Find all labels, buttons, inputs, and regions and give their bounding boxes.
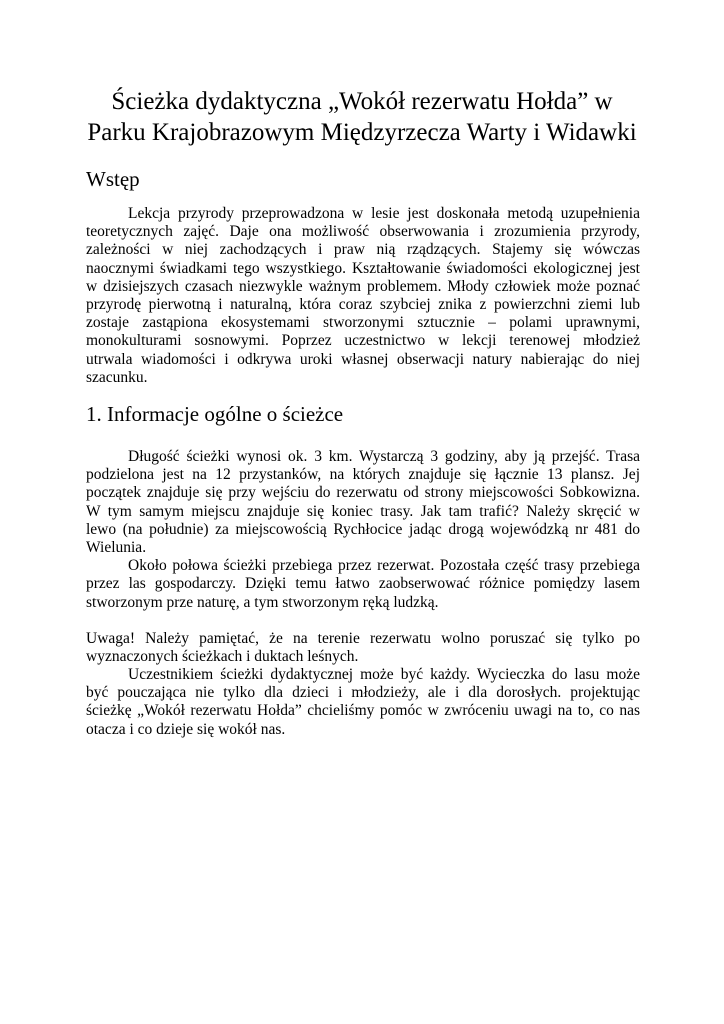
- section-heading-wstep: Wstęp: [86, 167, 140, 191]
- section-heading-informacje: 1. Informacje ogólne o ścieżce: [86, 402, 344, 426]
- text-line: zostaje zastąpiona ekosystemami stworzonymi sztucznie – polami uprawnymi,: [86, 314, 640, 332]
- text-line: podzielona jest na 12 przystanków, na których znajduje się łącznie 13 plansz. Jej: [86, 466, 640, 484]
- text-line: przez las gospodarczy. Dzięki temu łatwo zaobserwować różnice pomiędzy lasem: [86, 575, 640, 593]
- paragraph-participants: [86, 666, 640, 739]
- text-line: Uczestnikiem ścieżki dydaktycznej może być każdy. Wycieczka do lasu może: [128, 666, 640, 684]
- text-line: Wielunia.: [86, 538, 147, 556]
- text-line: szacunku.: [86, 368, 148, 386]
- text-line: wyznaczonych ścieżkach i duktach leśnych.: [86, 647, 359, 665]
- text-line: otacza i co dzieje się wokół nas.: [86, 720, 286, 738]
- paragraph-route-length: [86, 448, 640, 557]
- text-line: stworzonym prze naturę, a tym stworzonym ręką ludzką.: [86, 593, 439, 611]
- text-line: być pouczająca nie tylko dla dzieci i młodzieży, ale i dla dorosłych. projektując: [86, 684, 640, 702]
- text-line: Uwaga! Należy pamiętać, że na terenie rezerwatu wolno poruszać się tylko po: [86, 629, 640, 647]
- text-line: w dzisiejszych czasach niezwykle ważnym problemem. Młody człowiek może poznać: [86, 277, 640, 295]
- paragraph-reserve-forest: [86, 557, 640, 612]
- text-line: ścieżkę „Wokół rezerwatu Hołda” chcieliśmy pomóc w zwróceniu uwagi na to, co nas: [86, 702, 640, 720]
- text-line: początek znajduje się przy wejściu do rezerwatu od strony miejscowości Sobkowizna.: [86, 484, 640, 502]
- title-line: Ścieżka dydaktyczna „Wokół rezerwatu Hołda” w: [111, 88, 613, 115]
- text-line: przyrodę pierwotną i naturalną, która coraz szybciej znika z powierzchni ziemi lub: [86, 295, 640, 313]
- paragraph-warning: [86, 630, 640, 666]
- text-line: Długość ścieżki wynosi ok. 3 km. Wystarczą 3 godziny, aby ją przejść. Trasa: [128, 448, 640, 465]
- text-line: teoretycznych zajęć. Daje ona możliwość obserwowania i zrozumienia przyrody,: [86, 223, 640, 241]
- text-line: naocznymi świadkami tego wszystkiego. Kształtowanie świadomości ekologicznej jest: [86, 259, 640, 277]
- text-line: monokulturami sosnowymi. Poprzez uczestnictwo w lekcji terenowej młodzież: [86, 332, 640, 350]
- text-line: Około połowa ścieżki przebiega przez rezerwat. Pozostała część trasy przebiega: [128, 557, 640, 575]
- text-line: utrwala wiadomości i odkrywa uroki własnej obserwacji natury nabierając do niej: [86, 350, 640, 368]
- title-line: Parku Krajobrazowym Międzyrzecza Warty i Widawki: [87, 119, 637, 146]
- paragraph-intro: [86, 205, 640, 387]
- text-line: Lekcja przyrody przeprowadzona w lesie jest doskonała metodą uzupełnienia: [128, 205, 640, 222]
- text-line: zależności w niej zachodzących i praw nią rządzących. Stajemy się wówczas: [86, 241, 640, 259]
- text-line: lewo (na południe) za miejscowością Rychłocice jadąc drogą wojewódzką nr 481 do: [86, 520, 640, 538]
- text-line: W tym samym miejscu znajduje się koniec trasy. Jak tam trafić? Należy skręcić w: [86, 502, 640, 520]
- section-informacje-body: [86, 448, 640, 739]
- paragraph-spacer: [86, 612, 640, 630]
- document-title: [60, 86, 664, 148]
